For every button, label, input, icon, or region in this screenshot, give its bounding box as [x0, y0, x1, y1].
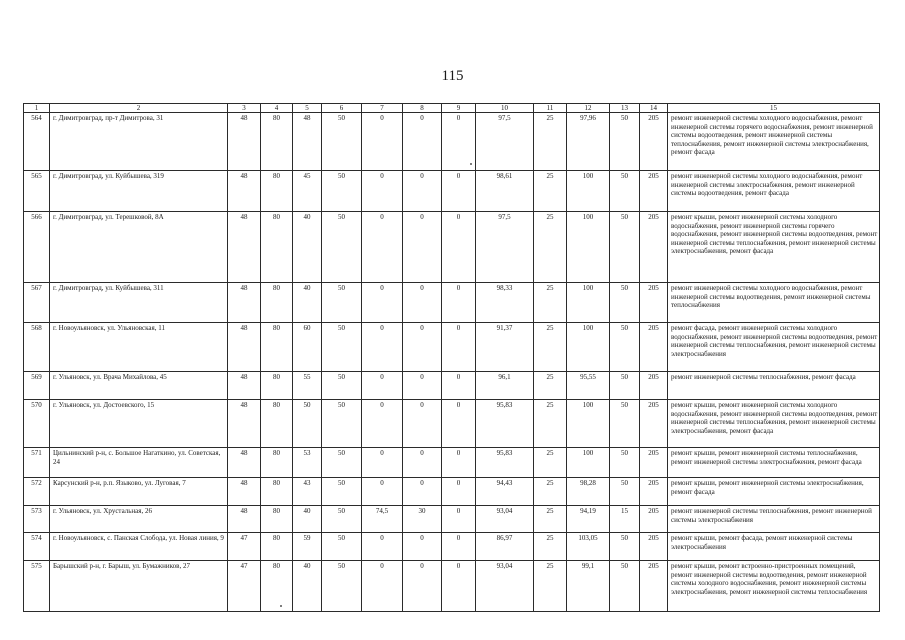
column-header: 1 — [24, 104, 50, 113]
row-number: 568 — [24, 323, 50, 372]
works-cell: ремонт крыши, ремонт инженерной системы холодного водоснабжения, ремонт инженерной системы водоотведения, ремонт инженерной системы теплоснабжения, ремонт инженерной системы электроснабжения, ремонт фасада — [668, 400, 880, 448]
works-cell: ремонт крыши, ремонт инженерной системы электроснабжения, ремонт фасада — [668, 478, 880, 506]
value-cell-c7: 0 — [362, 478, 403, 506]
value-cell-c3: 48 — [228, 113, 261, 171]
table-body — [24, 113, 880, 612]
value-cell-c10: 95,83 — [476, 400, 534, 448]
value-cell-c9: 0 — [442, 448, 476, 478]
address-cell: г. Димитровград, ул. Терешковой, 8А — [50, 212, 228, 283]
value-cell-c8: 0 — [403, 283, 442, 323]
table-row — [24, 478, 880, 506]
value-cell-c9: 0 — [442, 283, 476, 323]
value-cell-c5: 40 — [293, 212, 322, 283]
value-cell-c6: 50 — [322, 212, 362, 283]
column-header: 8 — [403, 104, 442, 113]
address-cell: г. Ульяновск, ул. Хрустальная, 26 — [50, 506, 228, 533]
value-cell-c3: 48 — [228, 372, 261, 400]
works-cell: ремонт инженерной системы теплоснабжения, ремонт фасада — [668, 372, 880, 400]
column-header: 11 — [534, 104, 567, 113]
value-cell-c8: 0 — [403, 400, 442, 448]
value-cell-c4: 80 — [261, 506, 293, 533]
value-cell-c11: 25 — [534, 212, 567, 283]
value-cell-c4: 80 — [261, 400, 293, 448]
address-cell: Цильнинский р-н, с. Большое Нагаткино, ул. Советская, 24 — [50, 448, 228, 478]
value-cell-c11: 25 — [534, 113, 567, 171]
value-cell-c5: 40 — [293, 283, 322, 323]
value-cell-c14: 205 — [640, 561, 668, 612]
value-cell-c11: 25 — [534, 323, 567, 372]
works-cell: ремонт крыши, ремонт встроенно-пристроенных помещений, ремонт инженерной системы водоотведения, ремонт инженерной системы холодного водоснабжения, ремонт инженерной системы электроснабжения, ремонт инженерной системы теплоснабжения — [668, 561, 880, 612]
value-cell-c7: 0 — [362, 113, 403, 171]
value-cell-c6: 50 — [322, 400, 362, 448]
value-cell-c4: 80 — [261, 448, 293, 478]
page-number: 115 — [441, 68, 464, 84]
value-cell-c13: 50 — [610, 448, 640, 478]
value-cell-c4: 80 — [261, 113, 293, 171]
value-cell-c13: 50 — [610, 171, 640, 212]
value-cell-c11: 25 — [534, 400, 567, 448]
value-cell-c8: 0 — [403, 171, 442, 212]
value-cell-c9: 0 — [442, 533, 476, 561]
value-cell-c3: 47 — [228, 533, 261, 561]
value-cell-c5: 55 — [293, 372, 322, 400]
value-cell-c14: 205 — [640, 533, 668, 561]
value-cell-c12: 103,05 — [567, 533, 610, 561]
table-row — [24, 561, 880, 612]
value-cell-c10: 96,1 — [476, 372, 534, 400]
value-cell-c12: 100 — [567, 283, 610, 323]
value-cell-c10: 95,83 — [476, 448, 534, 478]
table-row — [24, 506, 880, 533]
address-cell: Карсунский р-н, р.п. Языково, ул. Луговая, 7 — [50, 478, 228, 506]
value-cell-c8: 0 — [403, 561, 442, 612]
value-cell-c10: 93,04 — [476, 506, 534, 533]
row-number: 565 — [24, 171, 50, 212]
value-cell-c4: 80 — [261, 533, 293, 561]
value-cell-c6: 50 — [322, 448, 362, 478]
value-cell-c10: 98,61 — [476, 171, 534, 212]
value-cell-c14: 205 — [640, 506, 668, 533]
value-cell-c12: 98,28 — [567, 478, 610, 506]
value-cell-c12: 100 — [567, 323, 610, 372]
value-cell-c3: 48 — [228, 448, 261, 478]
value-cell-c3: 48 — [228, 400, 261, 448]
value-cell-c7: 0 — [362, 561, 403, 612]
value-cell-c13: 50 — [610, 533, 640, 561]
value-cell-c4: 80 — [261, 561, 293, 612]
table-row — [24, 283, 880, 323]
value-cell-c12: 94,19 — [567, 506, 610, 533]
header-row — [24, 104, 880, 113]
value-cell-c7: 0 — [362, 448, 403, 478]
value-cell-c13: 50 — [610, 283, 640, 323]
row-number: 572 — [24, 478, 50, 506]
value-cell-c6: 50 — [322, 478, 362, 506]
value-cell-c3: 48 — [228, 506, 261, 533]
column-header: 6 — [322, 104, 362, 113]
value-cell-c6: 50 — [322, 533, 362, 561]
value-cell-c5: 45 — [293, 171, 322, 212]
address-cell: Барышский р-н, г. Барыш, ул. Бумажников, 27 — [50, 561, 228, 612]
works-cell: ремонт инженерной системы теплоснабжения, ремонт инженерной системы электроснабжения — [668, 506, 880, 533]
value-cell-c7: 0 — [362, 323, 403, 372]
value-cell-c6: 50 — [322, 171, 362, 212]
column-header: 2 — [50, 104, 228, 113]
row-number: 566 — [24, 212, 50, 283]
value-cell-c8: 30 — [403, 506, 442, 533]
value-cell-c8: 0 — [403, 448, 442, 478]
value-cell-c7: 74,5 — [362, 506, 403, 533]
column-header: 9 — [442, 104, 476, 113]
value-cell-c5: 53 — [293, 448, 322, 478]
value-cell-c7: 0 — [362, 533, 403, 561]
value-cell-c6: 50 — [322, 506, 362, 533]
works-cell: ремонт инженерной системы холодного водоснабжения, ремонт инженерной системы водоотведения, ремонт инженерной системы теплоснабжения — [668, 283, 880, 323]
address-cell: г. Новоульяновск, ул. Ульяновская, 11 — [50, 323, 228, 372]
value-cell-c10: 91,37 — [476, 323, 534, 372]
value-cell-c3: 47 — [228, 561, 261, 612]
value-cell-c3: 48 — [228, 478, 261, 506]
value-cell-c11: 25 — [534, 171, 567, 212]
works-cell: ремонт крыши, ремонт фасада, ремонт инженерной системы электроснабжения — [668, 533, 880, 561]
value-cell-c3: 48 — [228, 283, 261, 323]
row-number: 564 — [24, 113, 50, 171]
row-number: 567 — [24, 283, 50, 323]
address-cell: г. Димитровград, пр-т Димитрова, 31 — [50, 113, 228, 171]
address-cell: г. Новоульяновск, с. Панская Слобода, ул. Новая линия, 9 — [50, 533, 228, 561]
value-cell-c4: 80 — [261, 323, 293, 372]
value-cell-c3: 48 — [228, 323, 261, 372]
value-cell-c8: 0 — [403, 533, 442, 561]
value-cell-c13: 50 — [610, 400, 640, 448]
value-cell-c6: 50 — [322, 113, 362, 171]
value-cell-c14: 205 — [640, 478, 668, 506]
value-cell-c14: 205 — [640, 212, 668, 283]
value-cell-c9: 0 — [442, 372, 476, 400]
table-row — [24, 323, 880, 372]
table-row — [24, 113, 880, 171]
works-cell: ремонт инженерной системы холодного водоснабжения, ремонт инженерной системы электроснабжения, ремонт инженерной системы водоотведения, ремонт фасада — [668, 171, 880, 212]
value-cell-c8: 0 — [403, 113, 442, 171]
value-cell-c9: 0 — [442, 212, 476, 283]
row-number: 570 — [24, 400, 50, 448]
value-cell-c7: 0 — [362, 171, 403, 212]
value-cell-c10: 97,5 — [476, 113, 534, 171]
value-cell-c3: 48 — [228, 171, 261, 212]
value-cell-c5: 59 — [293, 533, 322, 561]
works-cell: ремонт инженерной системы холодного водоснабжения, ремонт инженерной системы горячего водоснабжения, ремонт инженерной системы водоотведения, ремонт инженерной системы теплоснабжения, ремонт инженерной системы электроснабжения, ремонт фасада — [668, 113, 880, 171]
value-cell-c4: 80 — [261, 478, 293, 506]
scan-speck — [470, 163, 472, 165]
value-cell-c13: 50 — [610, 212, 640, 283]
value-cell-c5: 43 — [293, 478, 322, 506]
value-cell-c14: 205 — [640, 283, 668, 323]
value-cell-c5: 40 — [293, 561, 322, 612]
value-cell-c12: 100 — [567, 171, 610, 212]
value-cell-c5: 48 — [293, 113, 322, 171]
value-cell-c12: 97,96 — [567, 113, 610, 171]
value-cell-c12: 95,55 — [567, 372, 610, 400]
row-number: 574 — [24, 533, 50, 561]
value-cell-c12: 100 — [567, 448, 610, 478]
table-row — [24, 533, 880, 561]
row-number: 573 — [24, 506, 50, 533]
value-cell-c9: 0 — [442, 400, 476, 448]
value-cell-c4: 80 — [261, 171, 293, 212]
value-cell-c12: 100 — [567, 212, 610, 283]
scan-speck — [280, 605, 282, 607]
value-cell-c11: 25 — [534, 448, 567, 478]
value-cell-c9: 0 — [442, 478, 476, 506]
table-row — [24, 372, 880, 400]
value-cell-c13: 50 — [610, 478, 640, 506]
row-number: 571 — [24, 448, 50, 478]
value-cell-c14: 205 — [640, 113, 668, 171]
value-cell-c7: 0 — [362, 400, 403, 448]
column-header: 3 — [228, 104, 261, 113]
value-cell-c14: 205 — [640, 448, 668, 478]
value-cell-c6: 50 — [322, 561, 362, 612]
value-cell-c4: 80 — [261, 283, 293, 323]
value-cell-c11: 25 — [534, 506, 567, 533]
value-cell-c9: 0 — [442, 113, 476, 171]
address-cell: г. Димитровград, ул. Куйбышева, 319 — [50, 171, 228, 212]
register-table — [23, 103, 880, 612]
column-header: 13 — [610, 104, 640, 113]
value-cell-c7: 0 — [362, 212, 403, 283]
value-cell-c4: 80 — [261, 212, 293, 283]
address-cell: г. Ульяновск, ул. Врача Михайлова, 45 — [50, 372, 228, 400]
value-cell-c6: 50 — [322, 323, 362, 372]
table-row — [24, 448, 880, 478]
value-cell-c4: 80 — [261, 372, 293, 400]
value-cell-c9: 0 — [442, 323, 476, 372]
value-cell-c11: 25 — [534, 372, 567, 400]
value-cell-c14: 205 — [640, 323, 668, 372]
value-cell-c10: 94,43 — [476, 478, 534, 506]
value-cell-c9: 0 — [442, 506, 476, 533]
value-cell-c9: 0 — [442, 561, 476, 612]
value-cell-c8: 0 — [403, 478, 442, 506]
table-row — [24, 212, 880, 283]
column-header: 15 — [668, 104, 880, 113]
column-header: 5 — [293, 104, 322, 113]
table-row — [24, 400, 880, 448]
value-cell-c8: 0 — [403, 212, 442, 283]
value-cell-c10: 98,33 — [476, 283, 534, 323]
value-cell-c12: 100 — [567, 400, 610, 448]
value-cell-c10: 97,5 — [476, 212, 534, 283]
value-cell-c10: 86,97 — [476, 533, 534, 561]
column-header: 10 — [476, 104, 534, 113]
column-header: 14 — [640, 104, 668, 113]
value-cell-c9: 0 — [442, 171, 476, 212]
works-cell: ремонт крыши, ремонт инженерной системы холодного водоснабжения, ремонт инженерной системы горячего водоснабжения, ремонт инженерной системы водоотведения, ремонт инженерной системы теплоснабжения, ремонт инженерной системы электроснабжения, ремонт фасада — [668, 212, 880, 283]
row-number: 569 — [24, 372, 50, 400]
value-cell-c7: 0 — [362, 372, 403, 400]
row-number: 575 — [24, 561, 50, 612]
value-cell-c6: 50 — [322, 372, 362, 400]
works-cell: ремонт фасада, ремонт инженерной системы холодного водоснабжения, ремонт инженерной системы водоотведения, ремонт инженерной системы теплоснабжения, ремонт инженерной системы электроснабжения — [668, 323, 880, 372]
value-cell-c13: 50 — [610, 561, 640, 612]
value-cell-c11: 25 — [534, 561, 567, 612]
value-cell-c12: 99,1 — [567, 561, 610, 612]
value-cell-c13: 50 — [610, 113, 640, 171]
value-cell-c13: 50 — [610, 372, 640, 400]
value-cell-c5: 60 — [293, 323, 322, 372]
value-cell-c13: 50 — [610, 323, 640, 372]
value-cell-c10: 93,04 — [476, 561, 534, 612]
works-cell: ремонт крыши, ремонт инженерной системы теплоснабжения, ремонт инженерной системы электроснабжения, ремонт фасада — [668, 448, 880, 478]
value-cell-c5: 40 — [293, 506, 322, 533]
column-header: 4 — [261, 104, 293, 113]
value-cell-c11: 25 — [534, 283, 567, 323]
value-cell-c3: 48 — [228, 212, 261, 283]
value-cell-c7: 0 — [362, 283, 403, 323]
column-header: 7 — [362, 104, 403, 113]
address-cell: г. Ульяновск, ул. Достоевского, 15 — [50, 400, 228, 448]
value-cell-c5: 50 — [293, 400, 322, 448]
value-cell-c14: 205 — [640, 372, 668, 400]
value-cell-c8: 0 — [403, 372, 442, 400]
value-cell-c13: 15 — [610, 506, 640, 533]
value-cell-c11: 25 — [534, 533, 567, 561]
value-cell-c8: 0 — [403, 323, 442, 372]
table-row — [24, 171, 880, 212]
value-cell-c6: 50 — [322, 283, 362, 323]
value-cell-c11: 25 — [534, 478, 567, 506]
value-cell-c14: 205 — [640, 171, 668, 212]
value-cell-c14: 205 — [640, 400, 668, 448]
address-cell: г. Димитровград, ул. Куйбышева, 311 — [50, 283, 228, 323]
column-header: 12 — [567, 104, 610, 113]
